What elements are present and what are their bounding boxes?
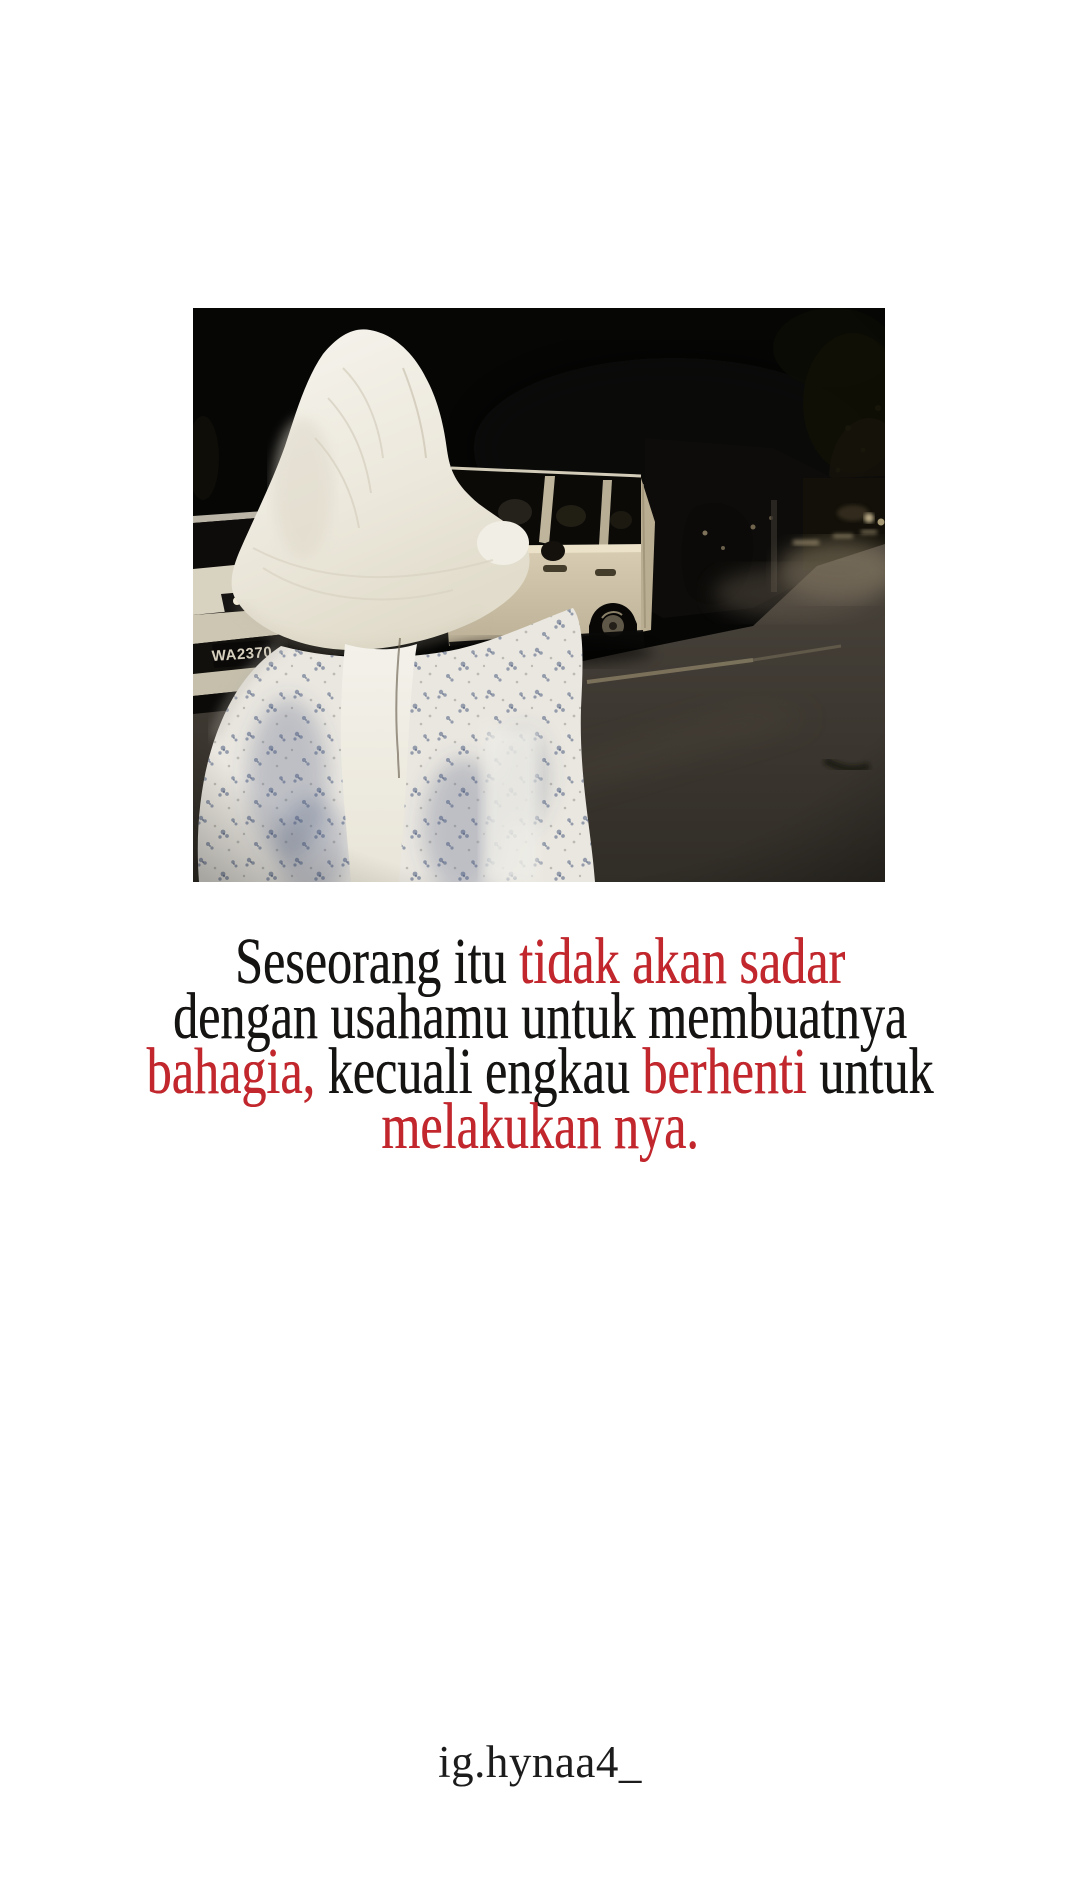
quote-segment: Seseorang itu [234,925,520,998]
quote-text [130,925,951,1163]
instagram-handle: ig.hynaa4_ [438,1737,642,1787]
quote-segment: kecuali engkau [315,1035,643,1108]
quote-segment: bahagia, [146,1035,316,1108]
photo [193,308,885,882]
photo-night-scene [193,308,885,882]
quote-segment: untuk [806,1035,934,1108]
quote-segment: dengan usahamu untuk membuatnya [172,980,908,1053]
quote-segment: melakukan nya. [381,1090,699,1163]
vignette [193,308,885,882]
quote-segment: tidak akan sadar [519,925,846,998]
quote-segment: berhenti [642,1035,807,1108]
